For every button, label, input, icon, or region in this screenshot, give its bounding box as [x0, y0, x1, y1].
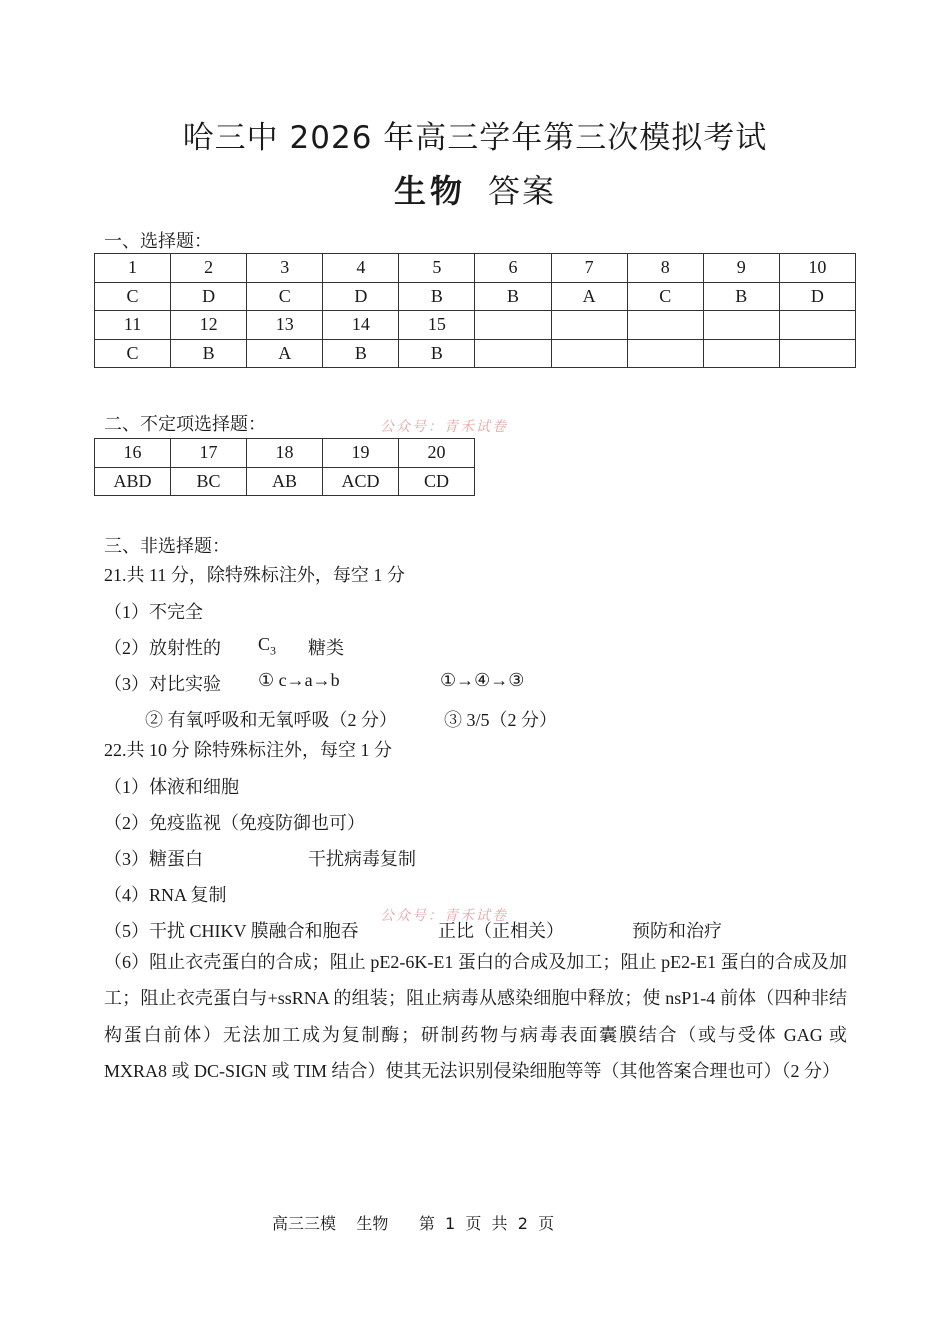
q22-intro: 22.共 10 分 除特殊标注外，每空 1 分: [104, 740, 392, 760]
q22-answer-6: （6）阻止衣壳蛋白的合成；阻止 pE2-6K-E1 蛋白的合成及加工；阻止 pE2-E1 蛋白的合成及加工；阻止衣壳蛋白与+ssRNA 的组装；阻止病毒从感染细胞中释放；使 nsP1-4 前体（四种非结构蛋白前体）无法加工成为复制酶；研制药物与病毒表面囊膜结合（或与受体 GAG 或 MXRA8 或 DC-SIGN 或 TIM 结合）使其无法识别侵染细胞等等（其他答案合理也可）（2 分）: [104, 952, 847, 1081]
q21-answer-3a: （3）对比实验: [104, 674, 221, 694]
table-cell: 5: [399, 254, 475, 283]
watermark: 公众号：青禾试卷: [380, 419, 508, 435]
table-cell: 15: [399, 311, 475, 340]
page-subtitle: [0, 166, 950, 212]
table-cell: B: [475, 282, 551, 311]
table-cell: 11: [95, 311, 171, 340]
answer-label: 答案: [488, 172, 557, 210]
table-cell: 12: [171, 311, 247, 340]
table-cell: 10: [779, 254, 855, 283]
table-row: [95, 254, 856, 283]
table-cell: 9: [703, 254, 779, 283]
table-cell: AB: [247, 467, 323, 496]
table-cell: 3: [247, 254, 323, 283]
table-cell: 8: [627, 254, 703, 283]
table-cell: 2: [171, 254, 247, 283]
table-cell: [551, 339, 627, 368]
table-cell: B: [703, 282, 779, 311]
table-cell: BC: [171, 467, 247, 496]
table-cell: D: [323, 282, 399, 311]
table-cell: C: [247, 282, 323, 311]
table-cell: [779, 311, 855, 340]
q22-answer-2: （2）免疫监视（免疫防御也可）: [104, 813, 365, 833]
table-row: [95, 467, 475, 496]
q22-answer-5a: （5）干扰 CHIKV 膜融合和胞吞: [104, 921, 359, 941]
table-cell: [551, 311, 627, 340]
table-cell: 18: [247, 439, 323, 468]
q22-answer-3b: 干扰病毒复制: [308, 849, 416, 869]
q21-answer-3c: ①→④→③: [440, 670, 525, 690]
table-cell: 14: [323, 311, 399, 340]
q22-answer-5b: 正比（正相关）: [438, 921, 564, 941]
table-cell: CD: [399, 467, 475, 496]
q22-answer-3a: （3）糖蛋白: [104, 849, 203, 869]
choice-answer-table: [94, 253, 856, 368]
table-cell: A: [551, 282, 627, 311]
q21-answer-3b: ① c→a→b: [258, 670, 340, 690]
q21-answer-3d: ② 有氧呼吸和无氧呼吸（2 分）: [145, 710, 397, 730]
table-cell: B: [171, 339, 247, 368]
table-cell: ABD: [95, 467, 171, 496]
table-cell: A: [247, 339, 323, 368]
q22-answer-5c: 预防和治疗: [632, 921, 722, 941]
table-row: [95, 282, 856, 311]
table-row: [95, 439, 475, 468]
table-cell: 6: [475, 254, 551, 283]
q21-answer-2b: $C_3$: [258, 634, 277, 658]
table-row: [95, 339, 856, 368]
section2-heading: 二、不定项选择题：: [104, 414, 266, 435]
q22-answer-4: （4）RNA 复制: [104, 885, 227, 905]
section1-heading: 一、选择题：: [104, 231, 212, 252]
table-cell: C: [95, 339, 171, 368]
table-cell: ACD: [323, 467, 399, 496]
table-cell: B: [399, 282, 475, 311]
table-cell: [703, 311, 779, 340]
table-row: [95, 311, 856, 340]
q21-answer-2c: 糖类: [308, 638, 344, 658]
multi-choice-answer-table: [94, 438, 475, 496]
page-footer: 高三三模 生物 第 1 页 共 2 页: [272, 1214, 555, 1233]
table-cell: [703, 339, 779, 368]
table-cell: C: [95, 282, 171, 311]
table-cell: 20: [399, 439, 475, 468]
section3-heading: 三、非选择题：: [104, 536, 230, 557]
table-cell: 19: [323, 439, 399, 468]
table-cell: [475, 339, 551, 368]
table-cell: [627, 339, 703, 368]
table-cell: 17: [171, 439, 247, 468]
table-cell: 1: [95, 254, 171, 283]
table-cell: 7: [551, 254, 627, 283]
q21-answer-3e: ③ 3/5（2 分）: [444, 710, 558, 730]
table-cell: C: [627, 282, 703, 311]
table-cell: B: [399, 339, 475, 368]
q21-intro: 21.共 11 分，除特殊标注外，每空 1 分: [104, 565, 405, 585]
q22-answer-1: （1）体液和细胞: [104, 777, 239, 797]
subject-label: 生物: [393, 172, 466, 210]
table-cell: [627, 311, 703, 340]
table-cell: 4: [323, 254, 399, 283]
table-cell: D: [171, 282, 247, 311]
table-cell: B: [323, 339, 399, 368]
q21-answer-1: （1）不完全: [104, 602, 203, 622]
table-cell: D: [779, 282, 855, 311]
q21-answer-2a: （2）放射性的: [104, 638, 221, 658]
page-title: 哈三中 2026 年高三学年第三次模拟考试: [182, 120, 768, 156]
watermark-2: 公众号：青禾试卷: [380, 908, 508, 924]
table-cell: 13: [247, 311, 323, 340]
table-cell: 16: [95, 439, 171, 468]
table-cell: [475, 311, 551, 340]
table-cell: [779, 339, 855, 368]
